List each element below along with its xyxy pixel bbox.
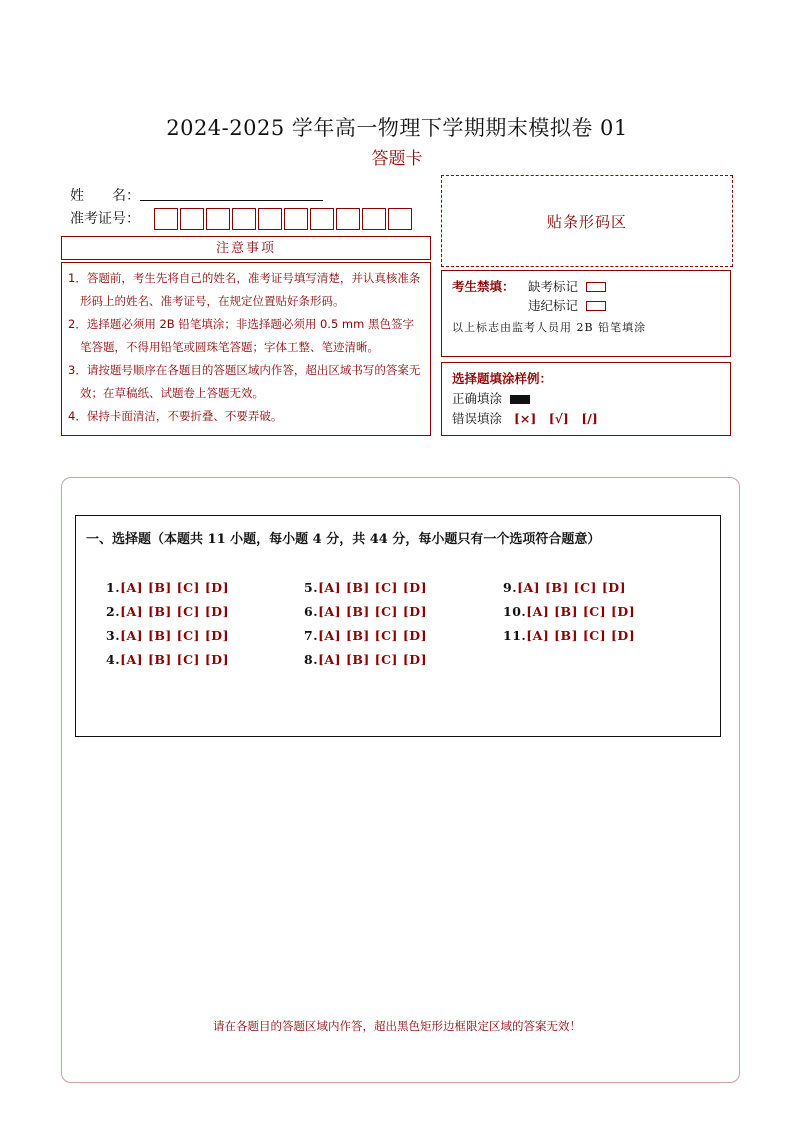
id-cell[interactable] [336,208,360,230]
name-label: 姓 名： [70,188,140,204]
notice-body [61,262,431,436]
id-cell[interactable] [362,208,386,230]
wrong-fill-samples: [×] [√] [/] [514,411,598,426]
question-number: 9. [503,580,518,595]
notice-item: 4．保持卡面清洁，不要折叠、不要弄破。 [68,409,283,423]
notice-item: 3．请按题号顺序在各题目的答题区域内作答，超出区域书写的答案无效；在草稿纸、试题卷上答题无效。 [68,363,421,400]
choice-q1[interactable] [106,580,229,595]
id-cell[interactable] [258,208,282,230]
choice-q9[interactable] [503,580,626,595]
id-cell[interactable] [388,208,412,230]
choice-q6[interactable] [304,604,427,619]
choice-q4[interactable] [106,652,229,667]
choice-q3[interactable] [106,628,229,643]
answer-options[interactable]: [A] [B] [C] [D] [120,604,229,619]
answer-options[interactable]: [A] [B] [C] [D] [120,652,229,667]
notice-item: 2．选择题必须用 2B 铅笔填涂；非选择题必须用 0.5 mm 黑色签字笔答题，不得用铅笔或圆珠笔答题；字体工整、笔迹清晰。 [68,317,414,354]
violation-label: 违纪标记 [528,298,579,313]
answer-options[interactable]: [A] [B] [C] [D] [318,652,427,667]
question-number: 5. [304,580,319,595]
id-cell[interactable] [206,208,230,230]
choice-q8[interactable] [304,652,427,667]
answer-options[interactable]: [A] [B] [C] [D] [318,604,427,619]
name-field[interactable] [140,200,323,201]
page-subtitle: 答题卡 [371,149,423,169]
question-number: 11. [503,628,527,643]
wrong-fill-label: 错误填涂 [452,411,503,426]
exam-mark-box [441,270,731,357]
footer-warning: 请在各题目的答题区域内作答，超出黑色矩形边框限定区域的答案无效！ [213,1019,581,1033]
id-cell[interactable] [284,208,308,230]
notice-heading: 注意事项 [61,236,431,260]
answer-options[interactable]: [A] [B] [C] [D] [517,580,626,595]
absent-mark-box[interactable] [586,282,606,292]
choice-section-box [75,515,721,737]
correct-fill-label: 正确填涂 [452,391,503,406]
barcode-area [441,175,733,267]
id-cell[interactable] [232,208,256,230]
fill-sample-box [441,362,731,436]
notice-item: 1．答题前，考生先将自己的姓名，准考证号填写清楚，并认真核准条形码上的姓名、准考证号，在规定位置贴好条形码。 [68,271,421,308]
fill-sample-title: 选择题填涂样例： [452,371,553,386]
question-number: 7. [304,628,319,643]
question-number: 8. [304,652,319,667]
answer-options[interactable]: [A] [B] [C] [D] [526,604,636,619]
exam-mark-label: 考生禁填： [452,279,515,294]
exam-id-cells[interactable] [154,208,414,230]
exam-mark-note: 以上标志由监考人员用 2B 铅笔填涂 [452,321,647,334]
violation-mark-box[interactable] [586,301,606,311]
id-cell[interactable] [154,208,178,230]
question-number: 3. [106,628,121,643]
choice-q7[interactable] [304,628,427,643]
question-number: 6. [304,604,319,619]
id-label: 准考证号： [70,211,140,227]
question-number: 4. [106,652,121,667]
answer-options[interactable]: [A] [B] [C] [D] [526,628,636,643]
choice-section-title: 一、选择题（本题共 11 小题，每小题 4 分，共 44 分，每小题只有一个选项符合题意） [86,532,601,547]
question-number: 2. [106,604,121,619]
page-title: 2024-2025 学年高一物理下学期期末模拟卷 01 [166,116,628,140]
answer-options[interactable]: [A] [B] [C] [D] [318,628,427,643]
answer-options[interactable]: [A] [B] [C] [D] [318,580,427,595]
choice-q10[interactable] [503,604,635,619]
answer-options[interactable]: [A] [B] [C] [D] [120,580,229,595]
id-cell[interactable] [180,208,204,230]
choice-q2[interactable] [106,604,229,619]
question-number: 10. [503,604,527,619]
question-number: 1. [106,580,121,595]
answer-options[interactable]: [A] [B] [C] [D] [120,628,229,643]
choice-q5[interactable] [304,580,427,595]
choice-q11[interactable] [503,628,635,643]
barcode-label: 贴条形码区 [546,212,627,231]
id-cell[interactable] [310,208,334,230]
absent-label: 缺考标记 [528,279,579,294]
correct-fill-sample [510,395,530,404]
